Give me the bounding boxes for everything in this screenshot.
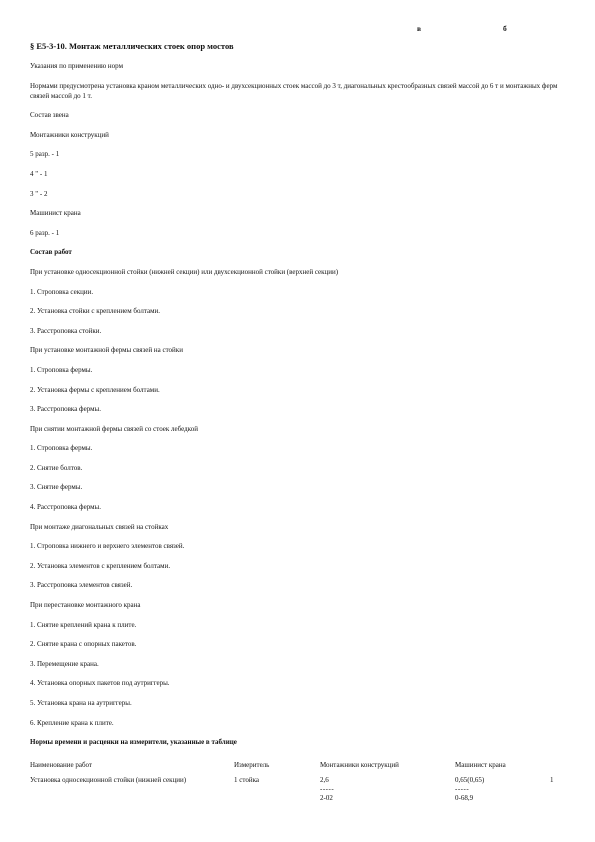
table-header-cell: Наименование работ <box>30 761 92 769</box>
section-title: § Е5-3-10. Монтаж металлических стоек опор мостов <box>30 41 234 51</box>
work-block-title: При установке монтажной фермы связей на стойки <box>30 346 183 355</box>
work-step: 1. Строповка секции. <box>30 287 94 296</box>
work-step: 3. Расстроповка элементов связей. <box>30 581 133 590</box>
work-step: 2. Установка стойки с креплением болтами. <box>30 307 161 316</box>
crew-item: 3 " - 2 <box>30 189 48 198</box>
work-step: 2. Установка элементов с креплением болтами. <box>30 561 171 570</box>
crew-group-title: Монтажники конструкций <box>30 130 109 139</box>
document-body <box>30 40 570 757</box>
table-cell-operator <box>455 775 550 803</box>
work-block-title: При перестановке монтажного крана <box>30 601 141 610</box>
work-step: 6. Крепление крана к плите. <box>30 718 114 727</box>
work-block-title: При монтаже диагональных связей на стойках <box>30 522 169 531</box>
table-cell-installers <box>320 775 455 803</box>
work-step: 3. Расстроповка фермы. <box>30 405 101 414</box>
instructions-heading: Указания по применению норм <box>30 62 123 70</box>
work-step: 3. Расстроповка стойки. <box>30 326 102 335</box>
norms-heading: Нормы времени и расценки на измерители, указанные в таблице <box>30 738 237 747</box>
fraction-rule: ----- <box>320 785 335 793</box>
work-block-title: При установке односекционной стойки (нижней секции) или двухсекционной стойки (верхней секции) <box>30 267 339 276</box>
work-step: 1. Снятие креплений крана к плите. <box>30 620 137 629</box>
norms-table <box>30 760 570 803</box>
crew-item: 5 разр. - 1 <box>30 150 60 159</box>
work-step: 3. Снятие фермы. <box>30 483 83 492</box>
table-header-cell: Измеритель <box>234 761 270 769</box>
work-step: 2. Установка фермы с креплением болтами. <box>30 385 160 394</box>
installers-rate: 2-02 <box>320 794 333 802</box>
work-block-title: При снятии монтажной фермы связей со стоек лебедкой <box>30 424 198 433</box>
work-step: 1. Строповка фермы. <box>30 365 93 374</box>
operator-time: 0,65(0,65) <box>455 776 485 784</box>
crew-item: 4 " - 1 <box>30 169 48 178</box>
installers-time: 2,6 <box>320 776 329 784</box>
work-heading: Состав работ <box>30 248 72 257</box>
crew-heading: Состав звена <box>30 111 69 120</box>
work-step: 1. Строповка фермы. <box>30 444 93 453</box>
header-mark-a: в <box>417 24 422 33</box>
table-cell-unit: 1 стойка <box>234 776 259 784</box>
crew-item: 6 разр. - 1 <box>30 228 60 237</box>
crew-group-title: Машинист крана <box>30 209 81 218</box>
table-row <box>30 775 570 803</box>
work-step: 3. Перемещение крана. <box>30 659 99 668</box>
operator-rate: 0-68,9 <box>455 794 474 802</box>
table-cell-work-name: Установка односекционной стойки (нижней секции) <box>30 776 187 784</box>
table-header-row <box>30 760 570 770</box>
instructions-text: Нормами предусмотрена установка краном металлических одно- и двухсекционных стоек массой до 3 т, диагональных крестообразных связей массой до 6 т и монтажных ферм связей массой до 1 т. <box>30 81 558 100</box>
work-step: 4. Установка опорных пакетов под аутриггеры. <box>30 679 170 688</box>
work-step: 2. Снятие крана с опорных пакетов. <box>30 640 137 649</box>
table-header-cell: Монтажники конструкций <box>320 761 399 769</box>
fraction-rule: ----- <box>455 785 470 793</box>
header-mark-b: б <box>503 24 507 33</box>
work-step: 4. Расстроповка фермы. <box>30 503 101 512</box>
table-cell-row-number: 1 <box>550 776 554 784</box>
table-header-cell: Машинист крана <box>455 761 506 769</box>
work-step: 1. Строповка нижнего и верхнего элементов связей. <box>30 542 185 551</box>
work-step: 2. Снятие болтов. <box>30 463 83 472</box>
work-step: 5. Установка крана на аутриггеры. <box>30 699 132 707</box>
